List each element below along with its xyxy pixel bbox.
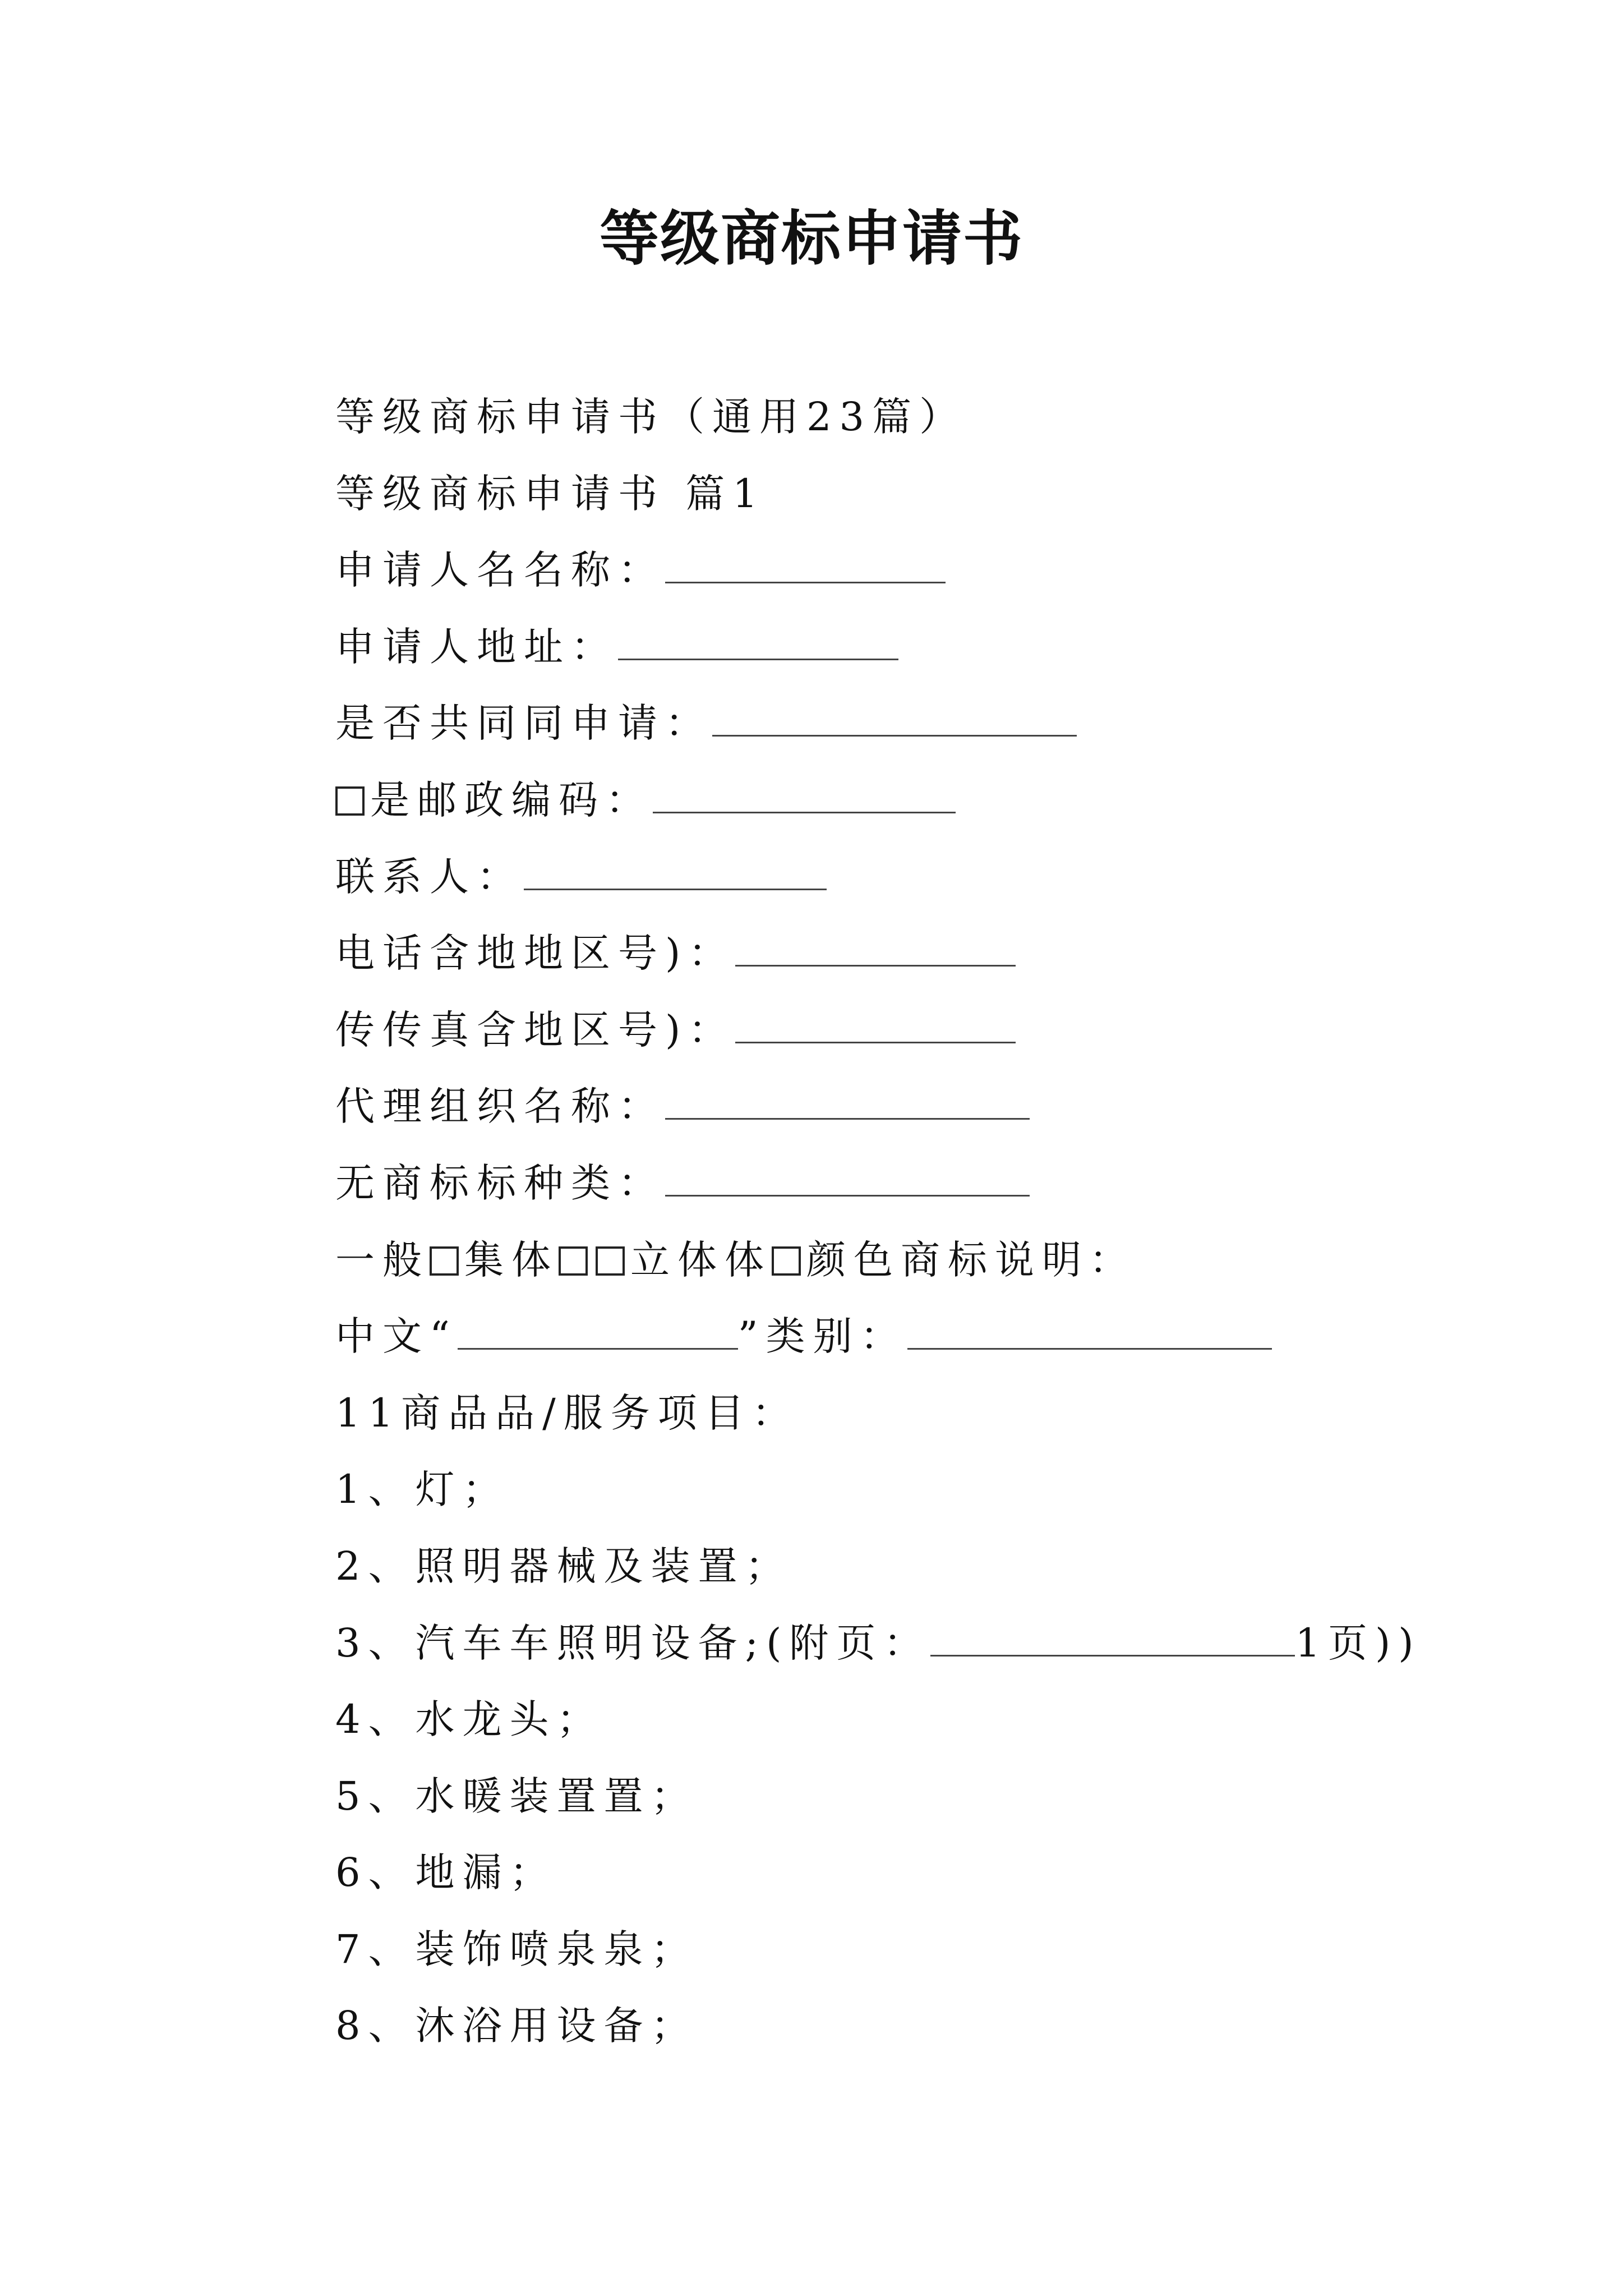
type-3d-label: 立体体 [630,1236,772,1283]
list-item-text: 2、照明器械及装置； [335,1543,792,1589]
goods-services-label: 11商品品/服务项目： [335,1389,799,1436]
fax-field[interactable] [735,1008,1016,1043]
list-item [335,1681,1457,1758]
trademark-type-label: 无商标标种类： [335,1159,665,1206]
list-item-text: 6、地漏； [335,1849,557,1896]
applicant-address-row [335,609,1457,685]
checkbox-collective[interactable] [559,1246,588,1276]
postal-code-row [335,762,1457,839]
fax-row [335,992,1457,1069]
list-item-text: 4、水龙头； [335,1696,604,1743]
type-collective-label: 集体 [464,1236,559,1283]
category-field[interactable] [907,1314,1272,1350]
section-heading-text: 等级商标申请书 篇1 [335,470,766,517]
fax-label: 传传真含地区号)： [335,1006,736,1053]
trademark-type-field[interactable] [665,1161,1030,1197]
contact-field[interactable] [524,855,827,890]
list-item [335,1834,1457,1911]
agent-row [335,1068,1457,1145]
type-color-label: 颜色商标说明： [806,1236,1136,1283]
section-heading [335,455,1457,532]
trademark-options-row [335,1222,1457,1299]
list-item [335,1605,1457,1682]
list-item-text: 1、灯； [335,1466,510,1513]
list-item-text: 7、装饰喷泉泉； [335,1926,698,1972]
list-item [335,1987,1457,2064]
chinese-open-label: 中文“ [335,1313,458,1360]
joint-application-row [335,685,1457,762]
type-general-label: 一般 [335,1236,430,1283]
applicant-name-row [335,532,1457,609]
intro-text: 等级商标申请书（通用23篇） [335,394,967,440]
goods-services-row [335,1375,1457,1452]
applicant-name-label: 申请人名名称： [335,547,665,593]
applicant-name-field[interactable] [665,548,946,583]
document-title: 等级商标申请书 [600,203,1023,273]
checkbox-3d[interactable] [596,1246,625,1276]
trademark-type-row [335,1145,1457,1222]
checkbox-color[interactable] [772,1246,801,1276]
postal-code-field[interactable] [653,778,956,813]
agent-label: 代理组织名称： [335,1083,665,1130]
joint-application-label: 是否共同同申请： [335,700,712,747]
list-item [335,1451,1457,1528]
document-body [335,379,1457,2064]
applicant-address-field[interactable] [618,625,898,660]
category-label: ”类别： [737,1313,907,1360]
list-item [335,1911,1457,1988]
list-item-text: 8、沐浴用设备； [335,2003,698,2049]
postal-code-label: 是邮政编码： [370,776,653,823]
checkbox[interactable] [335,786,365,816]
contact-label: 联系人： [335,853,524,900]
phone-label: 电话含地地区号)： [335,930,736,977]
phone-field[interactable] [735,931,1016,967]
chinese-category-row [335,1298,1457,1375]
list-item-text: 3、汽车车照明设备;(附页： [335,1619,931,1666]
contact-row [335,839,1457,915]
list-item-suffix: 1页)) [1295,1619,1422,1666]
intro-line [335,379,1457,455]
checkbox-general[interactable] [430,1246,459,1276]
chinese-text-field[interactable] [458,1314,738,1350]
agent-field[interactable] [665,1084,1030,1120]
phone-row [335,915,1457,992]
list-item [335,1528,1457,1605]
list-item-text: 5、水暖装置置； [335,1773,698,1819]
joint-application-field[interactable] [712,701,1077,737]
attachment-pages-field[interactable] [930,1621,1295,1657]
applicant-address-label: 申请人地址： [335,623,618,670]
list-item [335,1758,1457,1835]
